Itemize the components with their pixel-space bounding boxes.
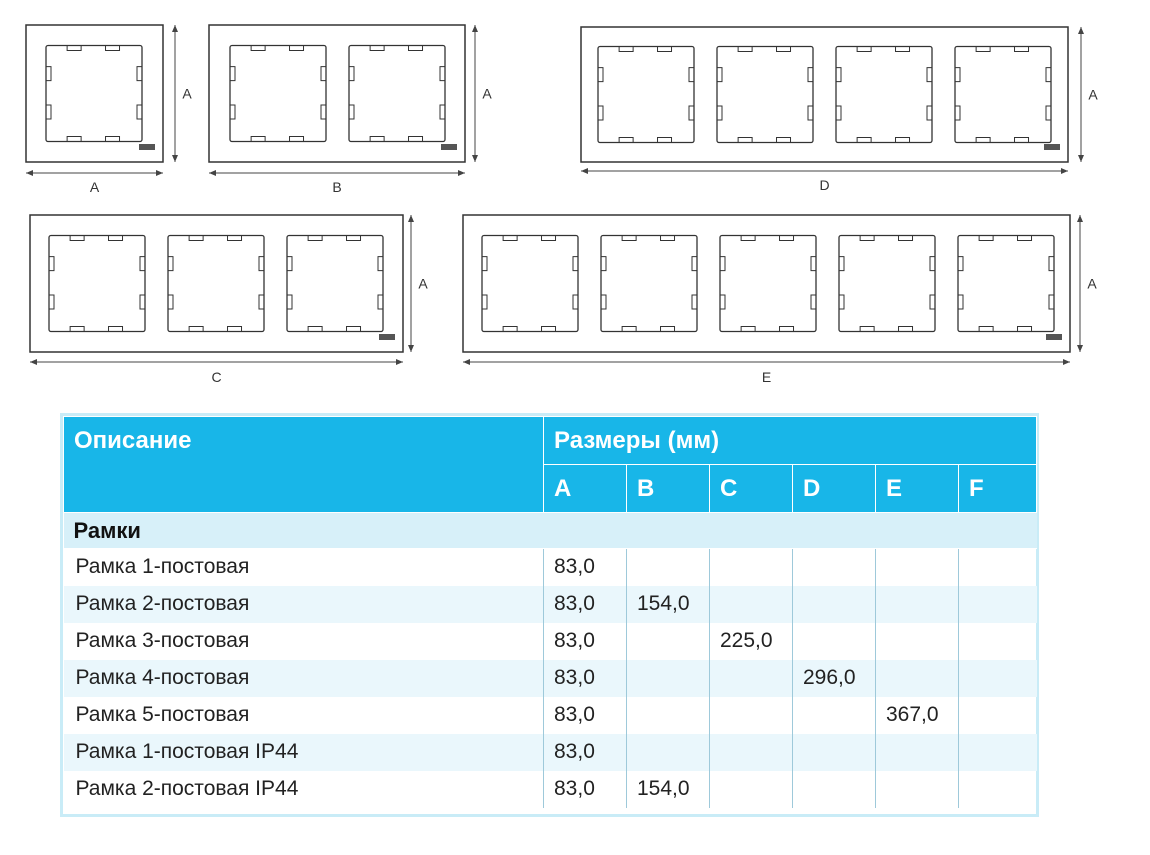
dimensions-table [60,413,1039,817]
row-description: Рамка 2-постовая IP44 [64,771,544,808]
socket-insert [230,46,326,142]
insert-clip [601,236,697,332]
height-label: A [1088,86,1098,103]
dimension-cell-e [876,586,959,623]
insert-clip [49,236,145,332]
dimension-cell-f [959,734,1037,771]
table-row [64,660,1037,697]
dimension-cell-f [959,549,1037,586]
dimension-cell-a: 83,0 [544,771,627,808]
insert-clip [598,47,694,143]
socket-insert [49,236,145,332]
width-label: C [211,369,222,385]
dimension-cell-e [876,660,959,697]
dimension-cell-e [876,623,959,660]
dimension-cell-a: 83,0 [544,623,627,660]
dimension-cell-c [710,697,793,734]
dimension-cell-d [793,697,876,734]
column-header-c: C [710,465,793,513]
table-row [64,771,1037,808]
socket-insert [955,47,1051,143]
dimension-cell-f [959,771,1037,808]
dimension-cell-b [627,623,710,660]
row-description: Рамка 1-постовая IP44 [64,734,544,771]
row-description: Рамка 5-постовая [64,697,544,734]
socket-insert [46,46,142,142]
dimension-cell-c [710,771,793,808]
insert-clip [836,47,932,143]
dimension-cell-a: 83,0 [544,586,627,623]
table-row [64,549,1037,586]
dimension-cell-d: 296,0 [793,660,876,697]
height-label: A [1087,275,1097,292]
dimension-cell-c [710,549,793,586]
column-header-e: E [876,465,959,513]
width-label: E [761,369,772,385]
insert-clip [230,46,326,142]
dimension-cell-d [793,623,876,660]
dimension-cell-d [793,549,876,586]
table-row [64,734,1037,771]
dimensions-header: Размеры (мм) [544,417,1037,465]
table-row [64,623,1037,660]
dimension-cell-a: 83,0 [544,660,627,697]
brand-logo-mark [441,144,457,150]
dimension-cell-c [710,660,793,697]
height-label: A [418,275,428,292]
width-label: B [332,179,342,195]
frame-drawings [0,0,1150,395]
dimension-cell-d [793,771,876,808]
insert-clip [287,236,383,332]
socket-insert [598,47,694,143]
insert-clip [482,236,578,332]
insert-clip [958,236,1054,332]
table-row [64,586,1037,623]
dimension-cell-b [627,660,710,697]
column-header-a: A [544,465,627,513]
dimension-cell-c [710,586,793,623]
socket-insert [482,236,578,332]
dimension-cell-e: 367,0 [876,697,959,734]
row-description: Рамка 4-постовая [64,660,544,697]
insert-clip [349,46,445,142]
width-label: D [819,177,830,193]
dimension-cell-e [876,549,959,586]
column-header-d: D [793,465,876,513]
socket-insert [349,46,445,142]
brand-logo-mark [139,144,155,150]
dimension-cell-b: 154,0 [627,586,710,623]
brand-logo-mark [1046,334,1062,340]
dimension-cell-a: 83,0 [544,697,627,734]
dimension-cell-f [959,660,1037,697]
width-label: A [89,179,100,195]
dimension-cell-f [959,623,1037,660]
socket-insert [958,236,1054,332]
insert-clip [717,47,813,143]
height-label: A [182,85,192,102]
dimension-cell-c: 225,0 [710,623,793,660]
dimension-cell-b [627,734,710,771]
socket-insert [287,236,383,332]
row-description: Рамка 3-постовая [64,623,544,660]
dimension-cell-d [793,586,876,623]
socket-insert [839,236,935,332]
dimension-cell-f [959,586,1037,623]
socket-insert [720,236,816,332]
frame-4-gang-outline [581,27,1068,162]
insert-clip [46,46,142,142]
dimension-cell-e [876,771,959,808]
table-row [64,697,1037,734]
dimension-cell-a: 83,0 [544,734,627,771]
dimension-cell-b [627,697,710,734]
brand-logo-mark [1044,144,1060,150]
description-header: Описание [64,417,544,513]
height-label: A [482,85,492,102]
dimension-cell-b: 154,0 [627,771,710,808]
socket-insert [717,47,813,143]
insert-clip [839,236,935,332]
dimension-cell-c [710,734,793,771]
insert-clip [720,236,816,332]
insert-clip [955,47,1051,143]
row-description: Рамка 2-постовая [64,586,544,623]
dimension-cell-b [627,549,710,586]
socket-insert [836,47,932,143]
dimension-cell-f [959,697,1037,734]
dimension-cell-d [793,734,876,771]
column-header-b: B [627,465,710,513]
column-header-f: F [959,465,1037,513]
row-description: Рамка 1-постовая [64,549,544,586]
brand-logo-mark [379,334,395,340]
socket-insert [168,236,264,332]
dimension-cell-a: 83,0 [544,549,627,586]
socket-insert [601,236,697,332]
insert-clip [168,236,264,332]
section-title: Рамки [64,513,1037,549]
dimension-cell-e [876,734,959,771]
